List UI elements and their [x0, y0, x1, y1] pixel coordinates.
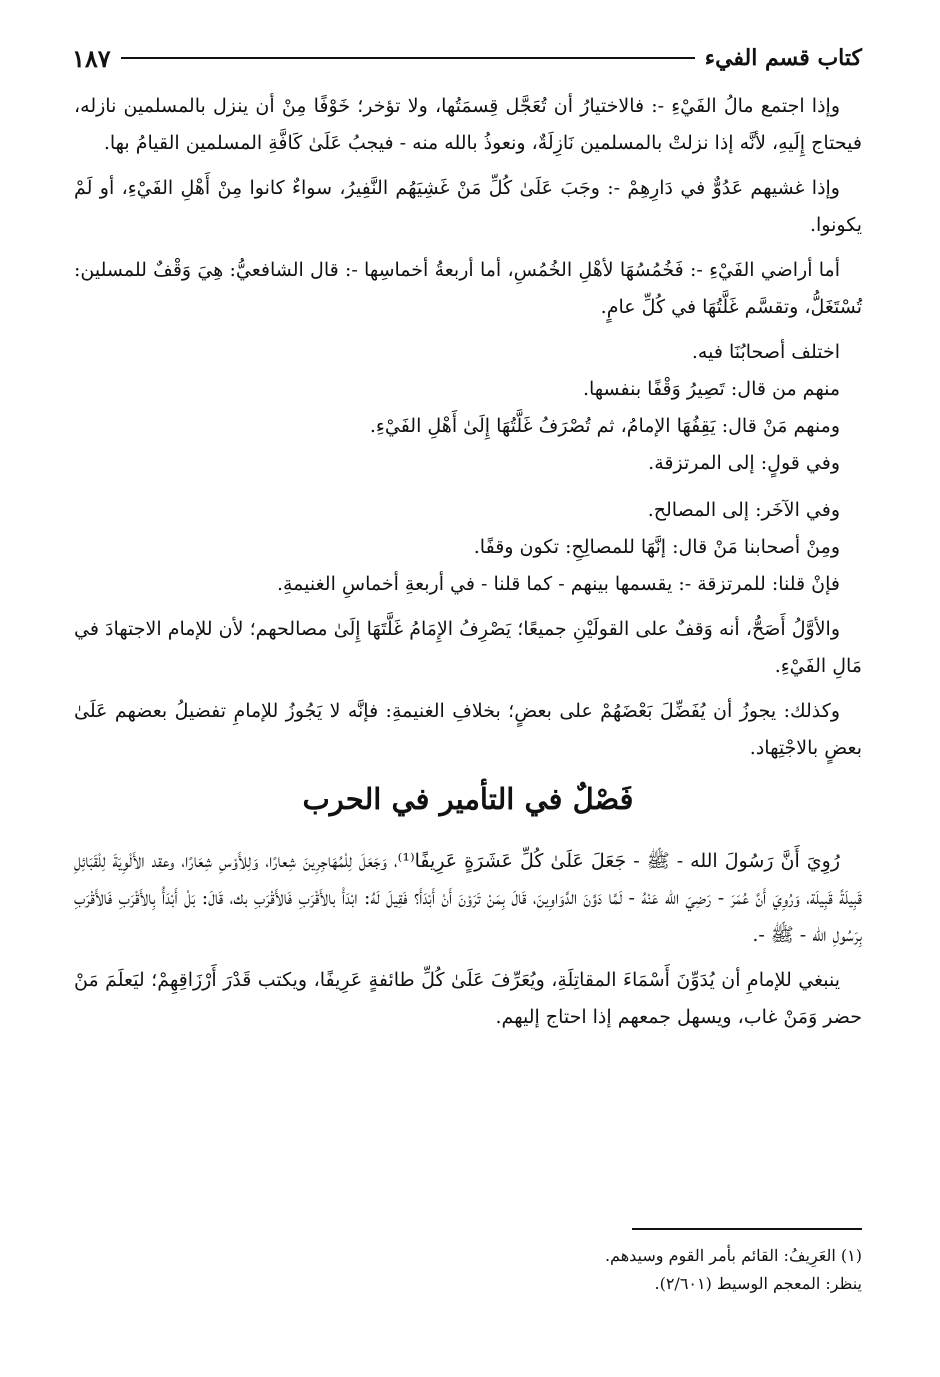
running-title: كتاب قسم الفيء: [704, 45, 862, 71]
page-number: ١٨٧: [72, 43, 111, 73]
paragraph: والأوَّلُ أَصَحُّ، أنه وَقفٌ على القولَيْنِ جميعًا؛ يَصْرِفُ الإِمَامُ غَلَّتَهَا إِلَىٰ مصالحهم؛ لأن للإمام الاجتهادَ في مَالِ الفَيْءِ.: [74, 618, 862, 677]
text-line: وفي قولٍ: إلى المرتزقة.: [648, 452, 840, 474]
footnote: (١) العَرِيفُ: القائم بأمر القوم وسيدهم.: [604, 1246, 862, 1265]
text-line: اختلف أصحابُنَا فيه.: [691, 341, 840, 363]
section-paragraph: رُوِيَ أَنَّ رَسُولَ الله - ﷺ - جَعَلَ عَلَىٰ كُلِّ عَشَرَةٍ عَرِيفًا⁽¹⁾، وَجَعَلَ لِلْمُهَاجِرِينَ شِعارًا، وَلِلأَوْسِ شِعَارًا، وعقد الأَلْوِيَةَ لِلْقَبَائِلِ قَبِيلَةً قَبِيلَة، وَرُوِيَ أَنَّ عُمَرَ - رَضِيَ الله عَنْهُ - لَمَّا دَوَّنَ الدَّوَاوِينَ، قَالَ بِمَنْ تَرَوْنَ أَنْ أَبْدَأَ؟ فَقِيلَ لَهُ: ابْدَأْ بالأَقْرَبِ فَالأَقْرَبِ بك، قَالَ: بَلْ أَبْدَأُ بِالأَقْرَبِ فَالأَقْرَبِ بِرَسُولِ الله - ﷺ -.: [74, 850, 862, 946]
section-paragraph: ينبغي للإمامِ أن يُدَوِّنَ أَسْمَاءَ المقاتِلَةِ، ويُعَرِّفَ عَلَىٰ كُلِّ طائفةٍ عَرِيفًا، ويكتب قَدْرَ أَرْزَاقِهِمْ؛ ليَعلَمَ مَنْ حضر وَمَنْ غاب، ويسهل جمعهم إذا احتاج إليهم.: [74, 969, 862, 1028]
footnotes: [74, 1228, 862, 1298]
text-line: فإنْ قلنا: للمرتزقة -: يقسمها بينهم - كما قلنا - في أربعةِ أخماسِ الغنيمةِ.: [276, 573, 840, 595]
section-heading: فَصْلٌ في التأمير في الحرب: [302, 782, 634, 816]
text-line: منهم من قال: تَصِيرُ وَقْفًا بنفسها.: [582, 378, 840, 400]
footnote-rule: [632, 1228, 862, 1230]
paragraph: وإذا اجتمع مالُ الفَيْءِ -: فالاختيارُ أن تُعَجَّل قِسمَتُها، ولا تؤخر؛ خَوْفًا مِنْ أن ينزل بالمسلمين نازله، فيحتاج إِلَيهِ، لأنَّه إذا نزلتْ بالمسلمين نَازِلَةٌ، ونعوذُ بالله منه - فيجبُ عَلَىٰ كَافَّةِ المسلمين القيامُ بها.: [74, 95, 862, 154]
paragraph: وإذا غشيهم عَدُوٌّ في دَارِهِمْ -: وجَبَ عَلَىٰ كُلِّ مَنْ غَشِيَهُم النَّفِيرُ، سواءٌ كانوا مِنْ أَهْلِ الفَيْءِ، أو لَمْ يكونوا.: [74, 177, 862, 236]
running-head: [72, 40, 862, 76]
text-line: ومنهم مَنْ قال: يَقِفُهَا الإمامُ، ثم تُصْرَفُ غَلَّتُهَا إِلَىٰ أَهْلِ الفَيْءِ.: [369, 415, 840, 437]
text-line: ومِنْ أصحابنا مَنْ قال: إنَّهَا للمصالِحِ: تكون وقفًا.: [473, 536, 840, 558]
text-line: وفي الآخَر: إلى المصالح.: [647, 499, 840, 521]
header-rule: [121, 57, 695, 59]
paragraph: أما أراضي الفَيْءِ -: فَخُمُسُهَا لأهْلِ الخُمُسِ، أما أربعةُ أخماسِها -: قال الشافعيُّ: هِيَ وَقْفٌ للمسلين: تُسْتَغَلُّ، وتقسَّم غَلَّتُهَا في كُلِّ عامٍ.: [74, 259, 862, 318]
paragraph: وكذلك: يجوزُ أن يُفَضِّلَ بَعْضَهُمْ على بعضٍ؛ بخلافِ الغنيمةِ: فإنَّه لا يَجُوزُ للإمامِ تفضيلُ بعضهم عَلَىٰ بعضٍ بالاجْتِهاد.: [74, 700, 862, 759]
main-text: [74, 88, 862, 1044]
footnote-reference: ينظر: المعجم الوسيط (٢/٦٠١).: [654, 1274, 862, 1293]
